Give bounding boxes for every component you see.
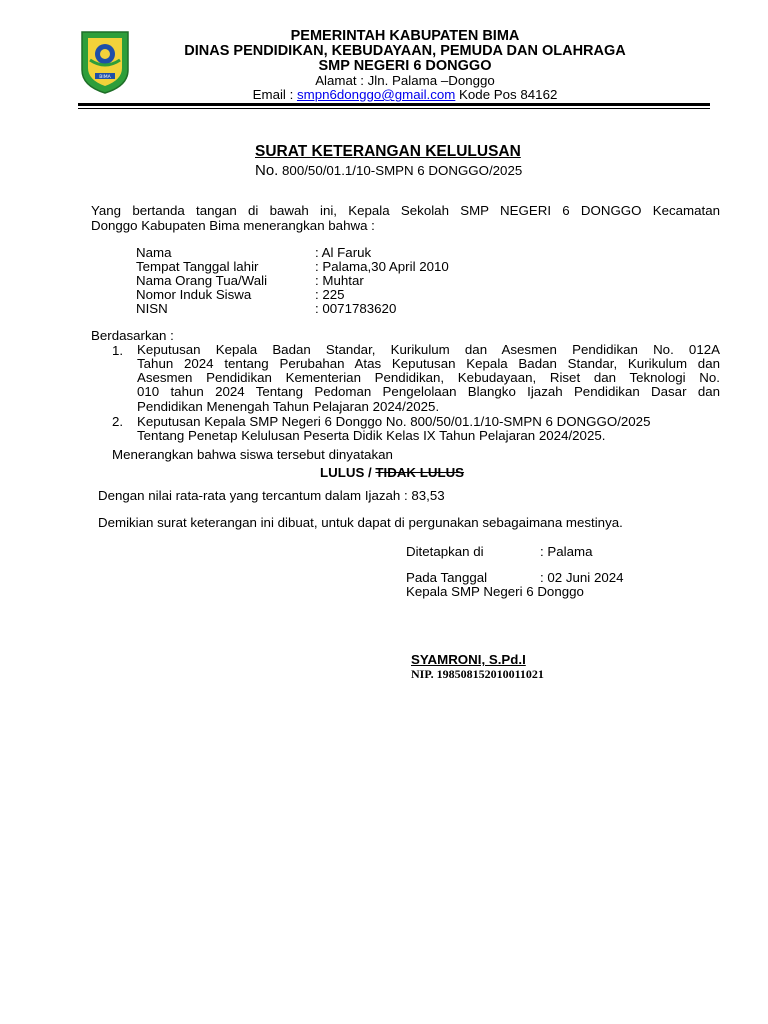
date-label: Pada Tanggal — [406, 570, 488, 585]
basis-line: Tentang Penetap Kelulusan Peserta Didik Kelas IX Tahun Pelajaran 2024/2025. — [137, 428, 606, 443]
student-value: : 225 — [315, 287, 345, 302]
department-name: DINAS PENDIDIKAN, KEBUDAYAAN, PEMUDA DAN OLAHRAGA — [184, 43, 626, 59]
basis-line: Asesmen Pendidikan Kementerian Pendidikan, Kebudayaan, Riset dan Teknologi No. — [137, 370, 720, 385]
graduation-result — [320, 465, 464, 480]
place-value: : Palama — [540, 544, 593, 559]
email-label: Email : — [252, 87, 297, 102]
student-value: : Palama,30 April 2010 — [315, 259, 449, 274]
number-value: 800/50/01.1/10-SMPN 6 DONGGO/2025 — [278, 163, 523, 178]
declaration-text: Menerangkan bahwa siswa tersebut dinyatakan — [112, 447, 393, 462]
intro-line-2: Donggo Kabupaten Bima menerangkan bahwa : — [91, 218, 375, 233]
basis-heading: Berdasarkan : — [91, 328, 174, 343]
place-label: Ditetapkan di — [406, 544, 484, 559]
regency-logo — [80, 30, 130, 95]
result-pass: LULUS / — [320, 465, 376, 480]
header-rule-thick — [78, 103, 710, 106]
signer-nip: NIP. 198508152010011021 — [411, 667, 544, 681]
school-address: Alamat : Jln. Palama –Donggo — [315, 73, 495, 88]
result-fail-struck: TIDAK LULUS — [375, 465, 465, 480]
basis-line: 010 tahun 2024 Tentang Pedoman Pengelolaan Blangko Ijazah Pendidikan Dasar dan — [137, 384, 720, 399]
student-value: : 0071783620 — [315, 301, 397, 316]
student-label: Tempat Tanggal lahir — [136, 259, 259, 274]
basis-number: 1. — [112, 343, 124, 358]
signer-position: Kepala SMP Negeri 6 Donggo — [406, 584, 584, 599]
header-rule-thin — [78, 108, 710, 109]
school-name: SMP NEGERI 6 DONGGO — [318, 58, 492, 74]
basis-line: Tahun 2024 tentang Perubahan Atas Keputusan Kepala Badan Standar, Kurikulum dan — [137, 356, 720, 371]
closing-statement: Demikian surat keterangan ini dibuat, untuk dapat di pergunakan sebagaimana mestinya. — [98, 515, 623, 530]
student-value: : Al Faruk — [315, 245, 372, 260]
student-label: Nama Orang Tua/Wali — [136, 273, 268, 288]
contact-line — [150, 87, 660, 102]
basis-number: 2. — [112, 414, 124, 429]
letter-number — [255, 162, 522, 179]
grade-average: Dengan nilai rata-rata yang tercantum dalam Ijazah : 83,53 — [98, 488, 445, 503]
svg-text:BIMA: BIMA — [99, 75, 111, 80]
student-label: NISN — [136, 301, 168, 316]
postal-code: Kode Pos 84162 — [455, 87, 558, 102]
student-label: Nama — [136, 245, 172, 260]
basis-line: Keputusan Kepala SMP Negeri 6 Donggo No. 800/50/01.1/10-SMPN 6 DONGGO/2025 — [137, 414, 651, 429]
student-label: Nomor Induk Siswa — [136, 287, 252, 302]
number-prefix: No. — [255, 162, 279, 179]
government-name: PEMERINTAH KABUPATEN BIMA — [290, 28, 520, 44]
signer-name: SYAMRONI, S.Pd.I — [411, 652, 526, 667]
email-link[interactable]: smpn6donggo@gmail.com — [296, 87, 456, 102]
basis-line: Keputusan Kepala Badan Standar, Kurikulum dan Asesmen Pendidikan No. 012A — [137, 342, 720, 357]
letter-title: SURAT KETERANGAN KELULUSAN — [255, 143, 521, 160]
intro-line-1: Yang bertanda tangan di bawah ini, Kepala Sekolah SMP NEGERI 6 DONGGO Kecamatan — [91, 203, 720, 218]
basis-line: Pendidikan Menengah Tahun Pelajaran 2024/2025. — [137, 399, 440, 414]
date-value: : 02 Juni 2024 — [540, 570, 624, 585]
student-value: : Muhtar — [315, 273, 364, 288]
